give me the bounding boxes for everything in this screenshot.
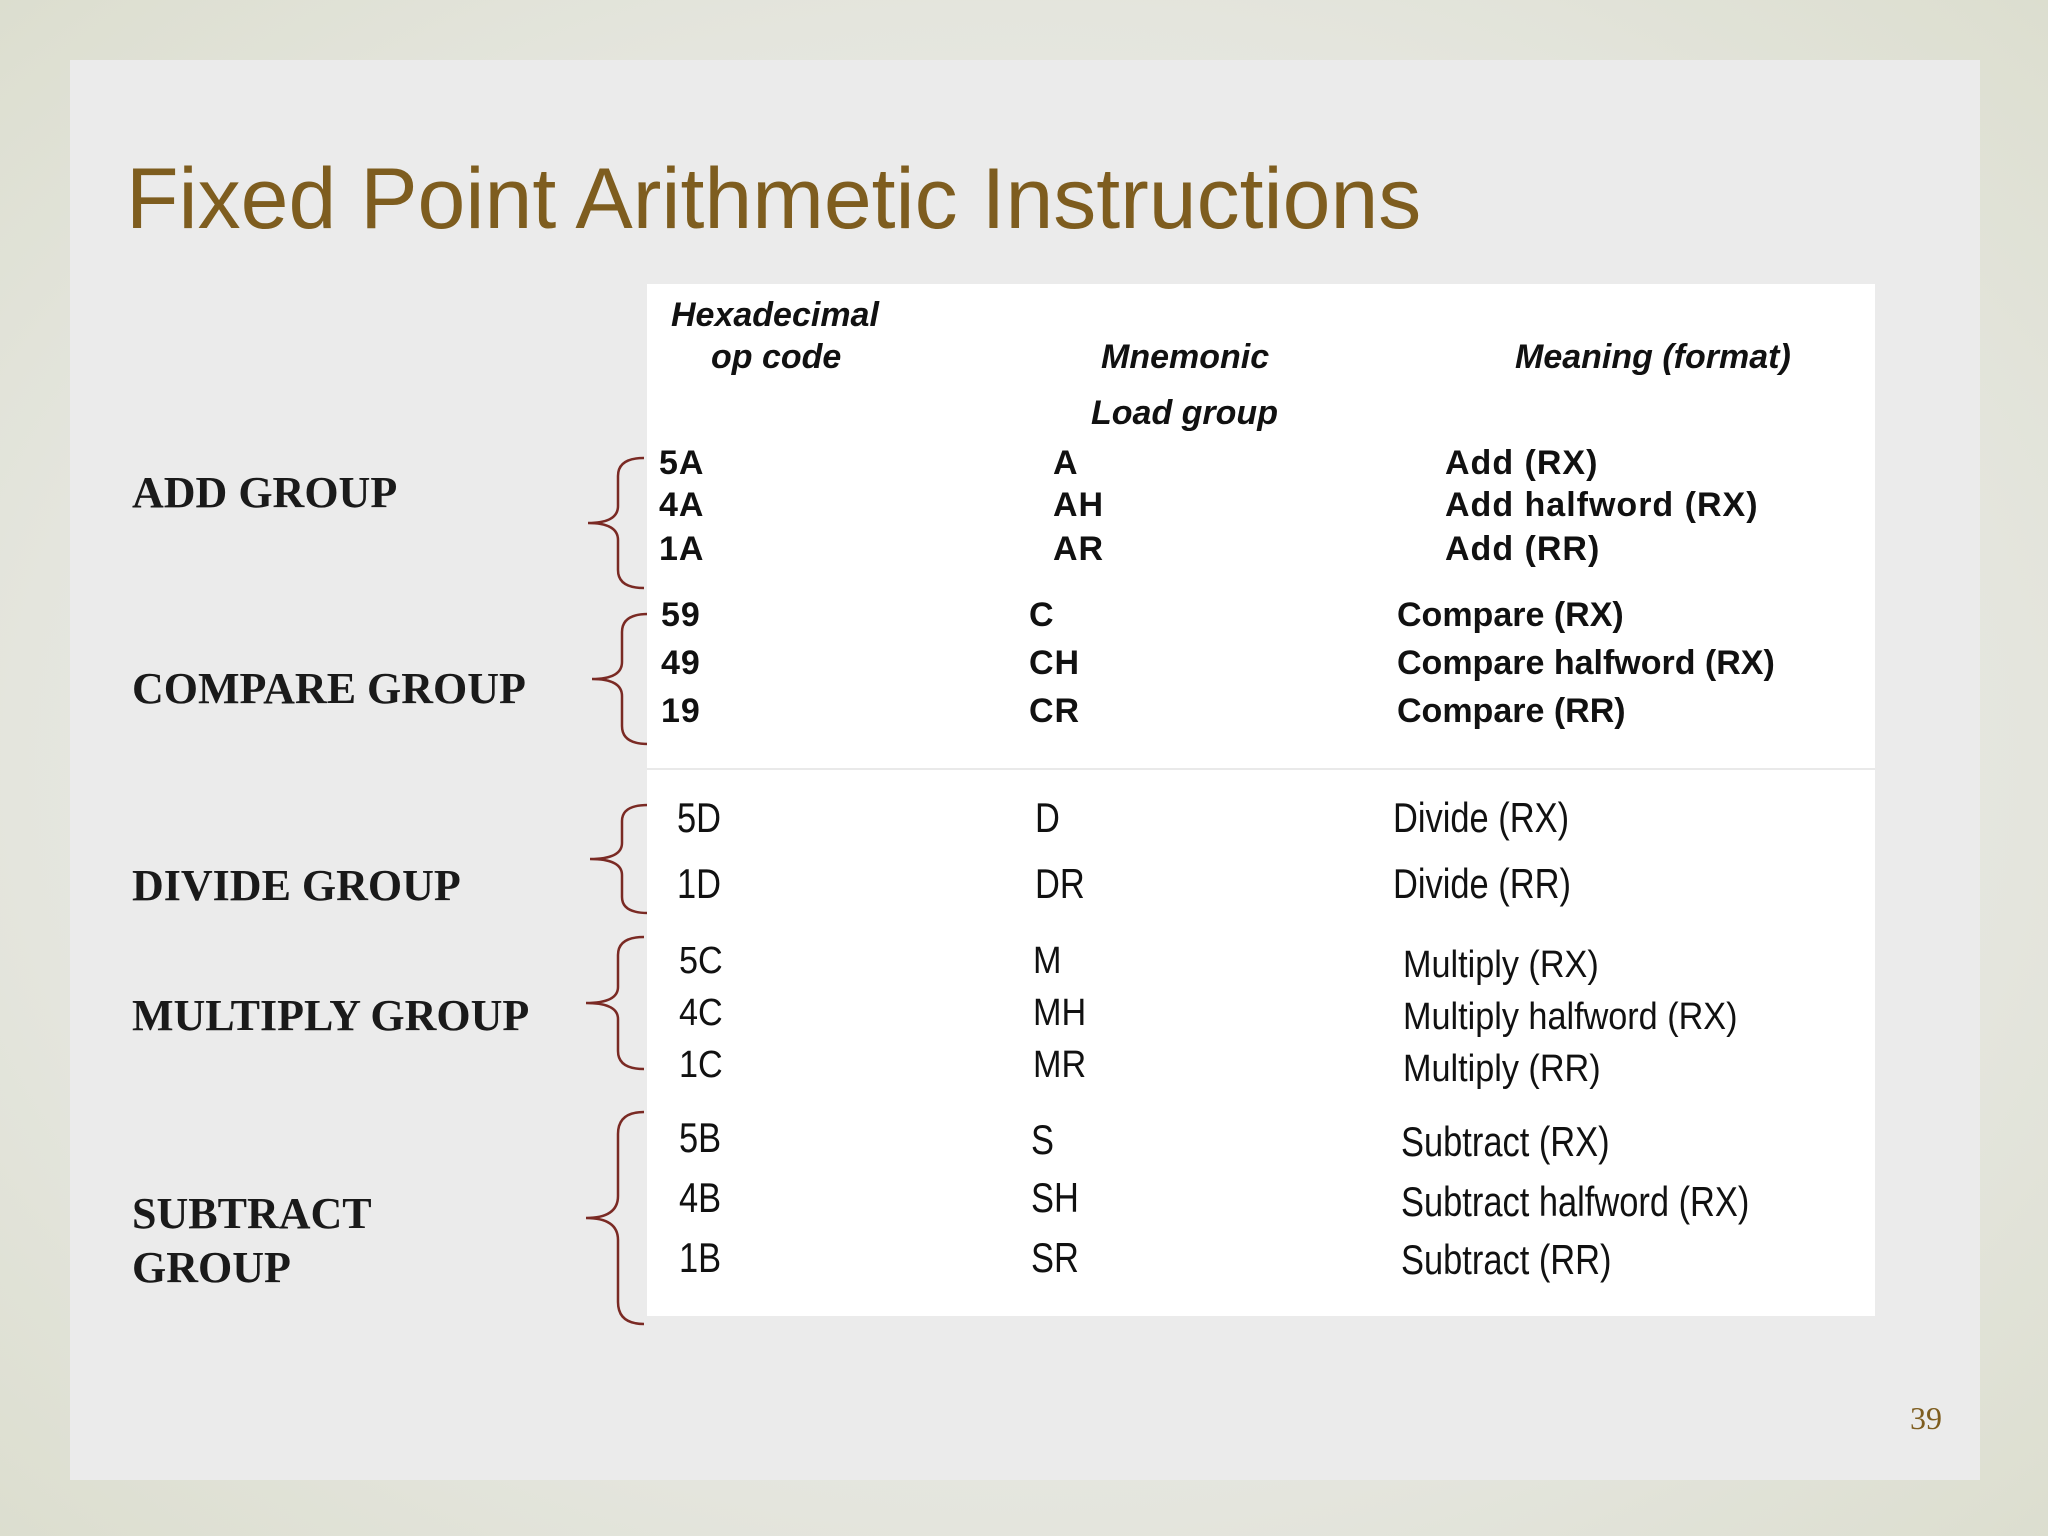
add-meaning-2: Add halfword (RX) — [1445, 486, 1759, 524]
divide-opcode-1: 5D — [677, 794, 722, 841]
header-opcode-line2: op code — [711, 338, 842, 376]
compare-meaning-3: Compare (RR) — [1397, 692, 1626, 730]
subtract-mnemonic-3: SR — [1031, 1234, 1079, 1281]
instruction-table — [647, 284, 1875, 1316]
subtract-group-label-line2: GROUP — [132, 1243, 291, 1292]
compare-mnemonic-1: C — [1029, 596, 1055, 634]
header-meaning: Meaning (format) — [1515, 338, 1791, 376]
multiply-group-label: MULTIPLY GROUP — [132, 991, 530, 1040]
multiply-meaning-3: Multiply (RR) — [1403, 1048, 1601, 1090]
compare-group-label: COMPARE GROUP — [132, 664, 526, 713]
subtract-opcode-3: 1B — [679, 1234, 722, 1281]
compare-meaning-1: Compare (RX) — [1397, 596, 1624, 634]
slide-title: Fixed Point Arithmetic Instructions — [126, 151, 1422, 247]
multiply-opcode-1: 5C — [679, 940, 723, 982]
add-group-label: ADD GROUP — [132, 468, 398, 517]
page-number: 39 — [1910, 1400, 1942, 1436]
add-group-brace — [584, 456, 646, 590]
add-opcode-1: 5A — [659, 444, 705, 482]
multiply-group-brace — [584, 935, 646, 1071]
divide-meaning-1: Divide (RX) — [1393, 794, 1570, 841]
add-meaning-1: Add (RX) — [1445, 444, 1599, 482]
add-mnemonic-2: AH — [1053, 486, 1105, 524]
compare-opcode-3: 19 — [661, 692, 701, 730]
add-mnemonic-3: AR — [1053, 530, 1105, 568]
divide-group-brace — [588, 803, 650, 915]
header-load-group: Load group — [1091, 394, 1278, 432]
header-opcode-line1: Hexadecimal — [671, 296, 879, 334]
multiply-mnemonic-1: M — [1033, 940, 1062, 982]
multiply-mnemonic-3: MR — [1033, 1044, 1087, 1086]
divide-mnemonic-2: DR — [1035, 860, 1085, 907]
subtract-mnemonic-2: SH — [1031, 1174, 1079, 1221]
multiply-mnemonic-2: MH — [1033, 992, 1087, 1034]
table-divider — [647, 768, 1875, 770]
divide-group-label: DIVIDE GROUP — [132, 861, 461, 910]
subtract-opcode-2: 4B — [679, 1174, 722, 1221]
subtract-group-brace — [584, 1110, 646, 1326]
compare-opcode-1: 59 — [661, 596, 701, 634]
subtract-meaning-3: Subtract (RR) — [1401, 1236, 1612, 1283]
multiply-opcode-3: 1C — [679, 1044, 723, 1086]
subtract-group-label — [132, 1187, 372, 1295]
compare-mnemonic-3: CR — [1029, 692, 1081, 730]
add-opcode-2: 4A — [659, 486, 705, 524]
compare-opcode-2: 49 — [661, 644, 701, 682]
multiply-meaning-2: Multiply halfword (RX) — [1403, 996, 1738, 1038]
subtract-meaning-1: Subtract (RX) — [1401, 1118, 1610, 1165]
multiply-meaning-1: Multiply (RX) — [1403, 944, 1599, 986]
add-meaning-3: Add (RR) — [1445, 530, 1601, 568]
divide-mnemonic-1: D — [1035, 794, 1060, 841]
divide-opcode-2: 1D — [677, 860, 722, 907]
header-mnemonic: Mnemonic — [1101, 338, 1270, 376]
add-mnemonic-1: A — [1053, 444, 1079, 482]
compare-meaning-2: Compare halfword (RX) — [1397, 644, 1775, 682]
compare-mnemonic-2: CH — [1029, 644, 1081, 682]
multiply-opcode-2: 4C — [679, 992, 723, 1034]
divide-meaning-2: Divide (RR) — [1393, 860, 1571, 907]
subtract-meaning-2: Subtract halfword (RX) — [1401, 1178, 1750, 1225]
subtract-opcode-1: 5B — [679, 1114, 722, 1161]
subtract-group-label-line1: SUBTRACT — [132, 1189, 372, 1238]
subtract-mnemonic-1: S — [1031, 1116, 1054, 1163]
compare-group-brace — [590, 612, 652, 746]
add-opcode-3: 1A — [659, 530, 705, 568]
